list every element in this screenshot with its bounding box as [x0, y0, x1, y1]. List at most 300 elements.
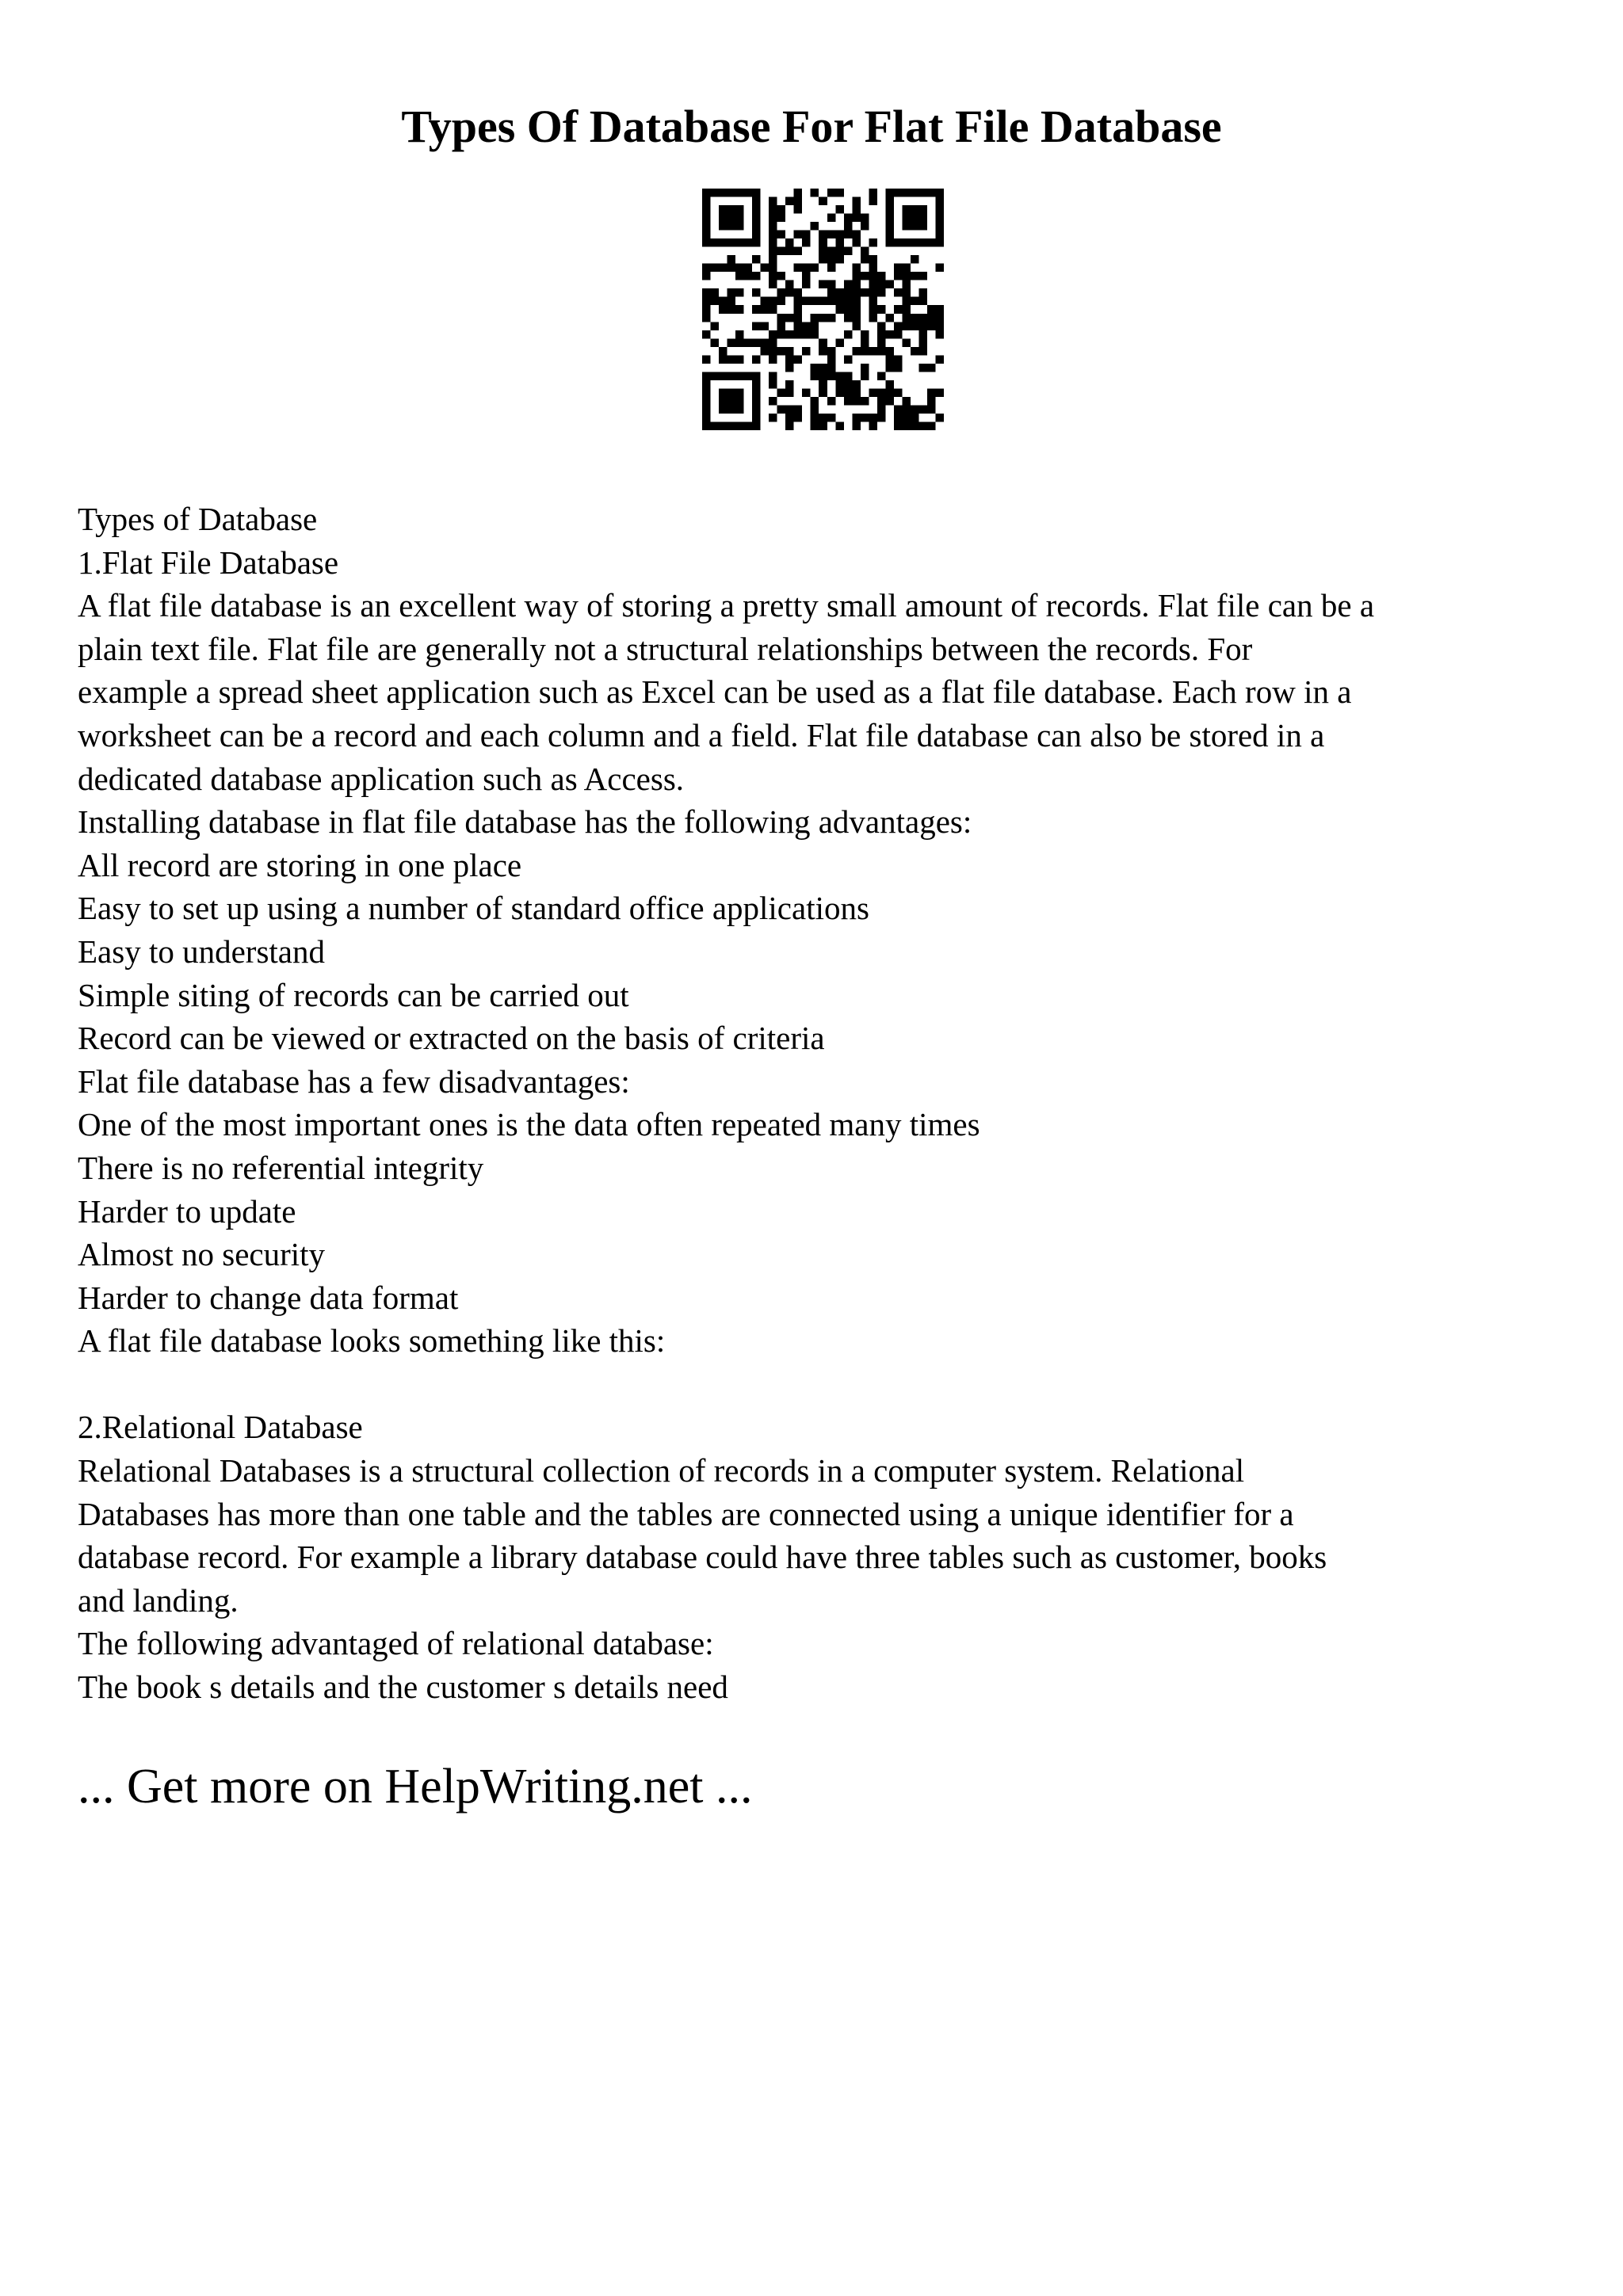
qr-module	[735, 222, 744, 231]
qr-module	[918, 297, 927, 306]
qr-module	[918, 322, 927, 330]
qr-module	[911, 297, 919, 306]
qr-module	[802, 330, 811, 339]
qr-module	[911, 347, 919, 356]
qr-module	[719, 189, 727, 197]
qr-module	[802, 322, 811, 330]
qr-module	[735, 338, 744, 347]
qr-module	[861, 214, 869, 223]
qr-module	[719, 347, 727, 356]
qr-module	[727, 189, 736, 197]
qr-module	[794, 288, 803, 297]
disadvantage-item: Almost no security	[78, 1236, 326, 1273]
qr-module	[844, 355, 853, 364]
qr-module	[711, 189, 720, 197]
qr-module	[902, 272, 911, 280]
qr-module	[927, 238, 936, 247]
qr-module	[735, 214, 744, 223]
qr-module	[918, 222, 927, 231]
qr-module	[752, 355, 761, 364]
qr-module	[844, 388, 853, 397]
qr-module	[752, 405, 761, 414]
qr-module	[885, 280, 894, 289]
qr-module	[911, 314, 919, 322]
qr-module	[785, 330, 794, 339]
qr-module	[918, 205, 927, 214]
qr-module	[827, 280, 836, 289]
qr-module	[927, 305, 936, 314]
qr-module	[702, 197, 711, 206]
qr-module	[769, 214, 777, 223]
qr-module	[911, 272, 919, 280]
qr-module	[785, 197, 794, 206]
qr-module	[852, 314, 861, 322]
qr-module	[794, 231, 803, 239]
qr-module	[902, 305, 911, 314]
text-line: database record. For example a library database could have three tables such as customer, books	[78, 1539, 1327, 1576]
qr-module	[785, 421, 794, 430]
qr-module	[752, 388, 761, 397]
qr-module	[794, 197, 803, 206]
qr-module	[744, 338, 753, 347]
qr-module	[769, 238, 777, 247]
qr-module	[785, 280, 794, 289]
qr-module	[819, 421, 827, 430]
qr-module	[935, 330, 944, 339]
qr-module	[902, 322, 911, 330]
text-line: A flat file database looks something like this:	[78, 1322, 666, 1360]
qr-module	[735, 238, 744, 247]
qr-module	[877, 338, 886, 347]
qr-module	[811, 421, 819, 430]
qr-module	[785, 247, 794, 256]
qr-module	[794, 247, 803, 256]
qr-module	[844, 280, 853, 289]
qr-module	[819, 280, 827, 289]
qr-module	[852, 264, 861, 273]
qr-module	[752, 322, 761, 330]
qr-module	[811, 405, 819, 414]
qr-module	[735, 205, 744, 214]
qr-module	[877, 347, 886, 356]
qr-module	[877, 330, 886, 339]
qr-module	[727, 222, 736, 231]
qr-module	[935, 314, 944, 322]
disadvantage-item: Harder to update	[78, 1192, 296, 1230]
qr-module	[727, 238, 736, 247]
qr-module	[727, 214, 736, 223]
qr-module	[769, 397, 777, 406]
qr-module	[794, 355, 803, 364]
qr-module	[852, 421, 861, 430]
qr-module	[894, 305, 903, 314]
qr-module	[819, 255, 827, 264]
qr-module	[894, 189, 903, 197]
qr-module	[785, 364, 794, 372]
qr-module	[902, 222, 911, 231]
qr-module	[727, 264, 736, 273]
qr-module	[735, 264, 744, 273]
qr-module	[844, 231, 853, 239]
text-line: Flat file database has a few disadvantages:	[78, 1062, 630, 1100]
qr-module	[894, 238, 903, 247]
qr-module	[777, 214, 786, 223]
qr-module	[902, 405, 911, 414]
qr-module	[727, 205, 736, 214]
qr-module	[877, 405, 886, 414]
qr-module	[811, 364, 819, 372]
qr-module	[902, 280, 911, 289]
qr-module	[702, 214, 711, 223]
qr-module	[769, 380, 777, 389]
qr-module	[902, 189, 911, 197]
qr-module	[918, 347, 927, 356]
qr-module	[727, 338, 736, 347]
qr-module	[852, 388, 861, 397]
text-line: plain text file. Flat file are generally not a structural relationships between the records. For	[78, 630, 1253, 667]
qr-module	[802, 347, 811, 356]
qr-module	[918, 272, 927, 280]
qr-module	[885, 397, 894, 406]
qr-module	[752, 338, 761, 347]
advantage-item: Easy to understand	[78, 933, 325, 970]
qr-module	[752, 288, 761, 297]
qr-module	[752, 421, 761, 430]
qr-module	[918, 288, 927, 297]
text-line: The following advantaged of relational database:	[78, 1625, 714, 1662]
qr-module	[861, 414, 869, 422]
qr-module	[785, 414, 794, 422]
qr-module	[719, 214, 727, 223]
qr-module	[702, 421, 711, 430]
qr-module	[727, 297, 736, 306]
qr-module	[752, 231, 761, 239]
qr-module	[861, 222, 869, 231]
qr-module	[927, 322, 936, 330]
qr-module	[727, 388, 736, 397]
text-line: Relational Databases is a structural collection of records in a computer system. Relational	[78, 1452, 1245, 1489]
qr-module	[844, 288, 853, 297]
qr-module	[819, 347, 827, 356]
qr-module	[827, 231, 836, 239]
qr-module	[935, 205, 944, 214]
qr-module	[844, 297, 853, 306]
qr-module	[811, 189, 819, 197]
qr-module	[844, 222, 853, 231]
qr-module	[935, 214, 944, 223]
section-heading-relational: 2.Relational Database	[78, 1409, 363, 1446]
qr-module	[811, 372, 819, 380]
advantage-item: Record can be viewed or extracted on the basis of criteria	[78, 1020, 825, 1057]
qr-module	[869, 264, 877, 273]
qr-module	[702, 355, 711, 364]
qr-module	[769, 272, 777, 280]
get-more-link[interactable]: ... Get more on HelpWriting.net ...	[78, 1760, 753, 1814]
qr-module	[761, 347, 769, 356]
qr-module	[769, 197, 777, 206]
qr-module	[861, 288, 869, 297]
qr-module	[894, 322, 903, 330]
qr-module	[894, 272, 903, 280]
qr-module	[735, 405, 744, 414]
page-title: Types Of Database For Flat File Database	[401, 101, 1222, 152]
qr-module	[885, 205, 894, 214]
qr-module	[911, 322, 919, 330]
qr-module	[727, 288, 736, 297]
qr-module	[827, 214, 836, 223]
qr-module	[877, 322, 886, 330]
qr-module	[719, 305, 727, 314]
qr-module	[719, 405, 727, 414]
qr-module	[869, 189, 877, 197]
qr-module	[835, 189, 844, 197]
qr-module	[752, 255, 761, 264]
qr-module	[911, 238, 919, 247]
qr-module	[918, 214, 927, 223]
qr-module	[785, 238, 794, 247]
qr-module	[885, 189, 894, 197]
qr-module	[777, 388, 786, 397]
qr-module	[769, 414, 777, 422]
qr-module	[735, 355, 744, 364]
qr-module	[918, 421, 927, 430]
qr-module	[819, 297, 827, 306]
qr-module	[852, 214, 861, 223]
qr-module	[777, 314, 786, 322]
qr-module	[711, 288, 720, 297]
qr-module	[835, 205, 844, 214]
qr-module	[811, 222, 819, 231]
qr-module	[911, 189, 919, 197]
qr-module	[827, 255, 836, 264]
qr-module	[761, 338, 769, 347]
qr-module	[902, 397, 911, 406]
qr-module	[794, 314, 803, 322]
qr-module	[752, 397, 761, 406]
qr-module	[719, 222, 727, 231]
qr-module	[819, 314, 827, 322]
qr-module	[785, 405, 794, 414]
qr-module	[861, 364, 869, 372]
qr-module	[761, 297, 769, 306]
qr-module	[794, 322, 803, 330]
qr-module	[769, 231, 777, 239]
qr-module	[894, 330, 903, 339]
qr-module	[702, 297, 711, 306]
qr-module	[777, 231, 786, 239]
qr-module	[869, 280, 877, 289]
qr-module	[761, 305, 769, 314]
qr-module	[761, 322, 769, 330]
qr-module	[819, 380, 827, 389]
qr-module	[935, 305, 944, 314]
qr-module	[735, 288, 744, 297]
qr-module	[802, 238, 811, 247]
qr-module	[752, 189, 761, 197]
qr-module	[869, 297, 877, 306]
qr-module	[769, 205, 777, 214]
qr-module	[927, 364, 936, 372]
qr-module	[719, 264, 727, 273]
qr-module	[902, 205, 911, 214]
qr-module	[869, 255, 877, 264]
qr-module	[802, 388, 811, 397]
qr-module	[702, 397, 711, 406]
qr-module	[752, 414, 761, 422]
qr-module	[927, 405, 936, 414]
qr-module	[894, 364, 903, 372]
qr-module	[852, 205, 861, 214]
qr-module	[852, 280, 861, 289]
qr-module	[877, 372, 886, 380]
qr-module	[877, 280, 886, 289]
qr-module	[852, 380, 861, 389]
qr-module	[752, 205, 761, 214]
qr-module	[869, 272, 877, 280]
qr-module	[785, 380, 794, 389]
qr-module	[702, 272, 711, 280]
qr-module	[777, 288, 786, 297]
qr-module	[861, 255, 869, 264]
qr-module	[885, 238, 894, 247]
qr-module	[811, 264, 819, 273]
qr-module	[827, 314, 836, 322]
qr-module	[835, 305, 844, 314]
qr-module	[918, 314, 927, 322]
text-line: worksheet can be a record and each column and a field. Flat file database can also be stored in a	[78, 716, 1325, 753]
qr-module	[852, 297, 861, 306]
qr-module	[827, 364, 836, 372]
qr-module	[935, 388, 944, 397]
qr-module	[877, 305, 886, 314]
qr-module	[894, 288, 903, 297]
qr-module	[877, 414, 886, 422]
qr-module	[885, 380, 894, 389]
qr-module	[735, 189, 744, 197]
qr-module	[902, 338, 911, 347]
qr-module	[744, 272, 753, 280]
qr-module	[869, 288, 877, 297]
qr-module	[719, 355, 727, 364]
qr-module	[927, 397, 936, 406]
qr-module	[835, 231, 844, 239]
qr-module	[819, 247, 827, 256]
qr-module	[869, 421, 877, 430]
qr-module	[844, 214, 853, 223]
text-line: and landing.	[78, 1581, 239, 1619]
qr-module	[702, 238, 711, 247]
text-line: Types of Database	[78, 501, 318, 537]
qr-module	[827, 247, 836, 256]
qr-module	[794, 305, 803, 314]
qr-module	[918, 330, 927, 339]
qr-module	[702, 330, 711, 339]
qr-module	[752, 272, 761, 280]
qr-module	[727, 305, 736, 314]
qr-module	[852, 397, 861, 406]
qr-module	[935, 189, 944, 197]
qr-module	[894, 264, 903, 273]
text-line: The book s details and the customer s details need	[78, 1669, 728, 1706]
qr-module	[852, 414, 861, 422]
qr-module	[769, 297, 777, 306]
qr-module	[869, 238, 877, 247]
qr-module	[769, 247, 777, 256]
qr-module	[785, 355, 794, 364]
qr-module	[852, 305, 861, 314]
qr-module	[769, 222, 777, 231]
qr-module	[852, 288, 861, 297]
disadvantage-item: Harder to change data format	[78, 1279, 459, 1316]
qr-module	[911, 421, 919, 430]
qr-module	[869, 347, 877, 356]
qr-module	[794, 414, 803, 422]
qr-module	[735, 372, 744, 380]
qr-module	[844, 380, 853, 389]
qr-module	[861, 247, 869, 256]
qr-module	[719, 421, 727, 430]
qr-module	[735, 388, 744, 397]
qr-module	[852, 347, 861, 356]
qr-module	[752, 222, 761, 231]
qr-module	[819, 372, 827, 380]
qr-module	[835, 255, 844, 264]
qr-module	[794, 405, 803, 414]
qr-module	[777, 297, 786, 306]
qr-module	[827, 347, 836, 356]
qr-module	[769, 355, 777, 364]
qr-module	[827, 288, 836, 297]
qr-module	[719, 297, 727, 306]
qr-module	[777, 272, 786, 280]
qr-module	[702, 189, 711, 197]
advantage-item: Easy to set up using a number of standard office applications	[78, 890, 869, 927]
qr-module	[911, 214, 919, 223]
qr-module	[844, 247, 853, 256]
qr-module	[752, 197, 761, 206]
qr-module	[711, 421, 720, 430]
body-text	[78, 498, 1568, 1709]
qr-module	[885, 347, 894, 356]
qr-module	[727, 405, 736, 414]
qr-module	[827, 397, 836, 406]
qr-module	[819, 338, 827, 347]
qr-module	[835, 372, 844, 380]
qr-module	[885, 388, 894, 397]
qr-module	[902, 297, 911, 306]
text-line: dedicated database application such as Access.	[78, 760, 685, 797]
qr-module	[827, 372, 836, 380]
qr-module	[785, 388, 794, 397]
disadvantage-item: There is no referential integrity	[78, 1149, 484, 1186]
qr-module	[861, 338, 869, 347]
qr-module	[827, 355, 836, 364]
qr-module	[885, 314, 894, 322]
qr-module	[935, 322, 944, 330]
qr-module	[918, 405, 927, 414]
qr-module	[794, 205, 803, 214]
qr-module	[769, 330, 777, 339]
qr-module	[744, 264, 753, 273]
qr-module	[835, 247, 844, 256]
qr-module	[844, 397, 853, 406]
qr-module	[819, 238, 827, 247]
qr-module	[752, 380, 761, 389]
qr-module	[811, 414, 819, 422]
qr-module	[935, 238, 944, 247]
qr-module	[885, 231, 894, 239]
qr-module	[785, 314, 794, 322]
